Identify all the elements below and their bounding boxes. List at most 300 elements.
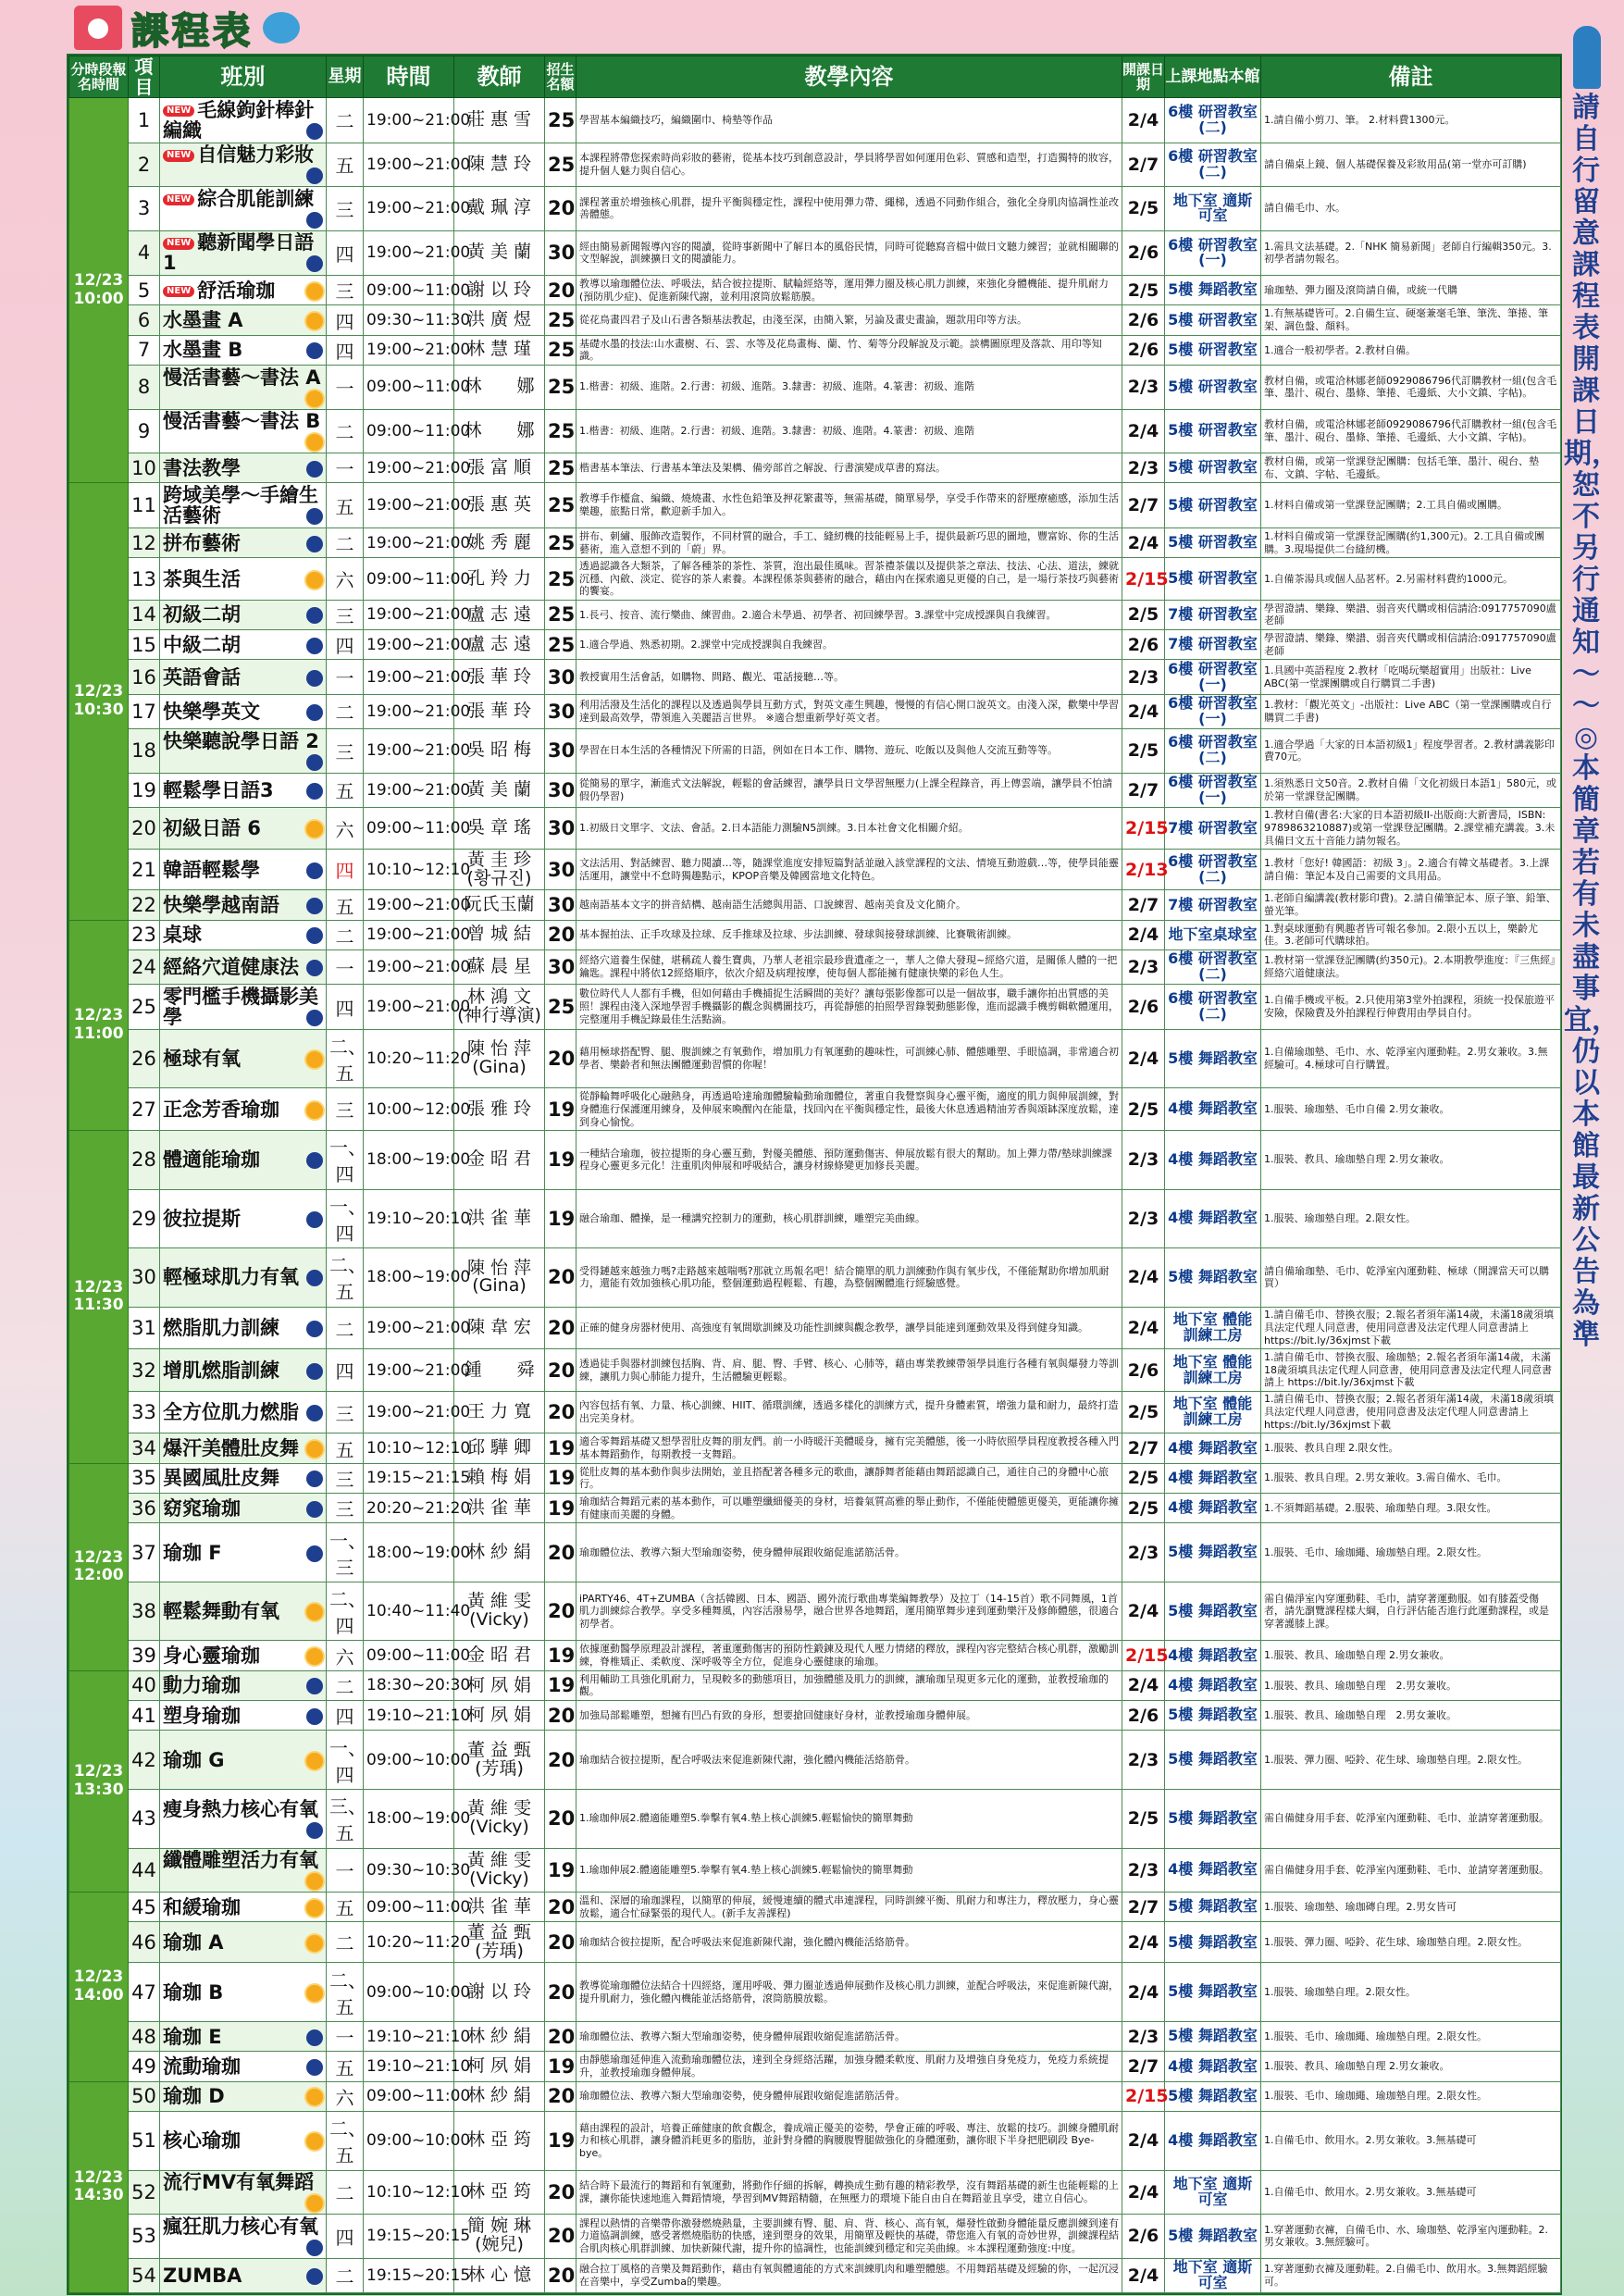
open-date: 2/15 — [1122, 1641, 1165, 1670]
classroom: 4樓 舞蹈教室 — [1165, 1641, 1261, 1670]
open-date: 2/5 — [1122, 276, 1165, 305]
open-date: 2/5 — [1122, 187, 1165, 230]
day-of-week: 五 — [327, 1893, 364, 1922]
registration-period: 12/23 10:00 — [69, 98, 129, 483]
open-date: 2/3 — [1122, 453, 1165, 483]
open-date: 2/7 — [1122, 1893, 1165, 1922]
teacher-name: 簡 婉 琳 (婉兒) — [454, 2215, 545, 2258]
class-name — [160, 2081, 327, 2111]
table-row — [69, 1848, 1561, 1892]
class-name-text: 瑜珈 E — [163, 2025, 222, 2048]
row-number: 7 — [129, 335, 160, 365]
day-of-week: 四 — [327, 1349, 364, 1392]
classroom: 地下室 適斯可室 — [1165, 2258, 1261, 2292]
class-name-text: 流動瑜珈 — [163, 2055, 241, 2079]
day-of-week: 五 — [327, 773, 364, 807]
class-time: 18:30~20:30 — [364, 1670, 454, 1700]
teacher-name: 陳 怡 萍 (Gina) — [454, 1029, 545, 1088]
row-number: 49 — [129, 2052, 160, 2081]
day-of-week: 五 — [327, 890, 364, 920]
open-date: 2/4 — [1122, 527, 1165, 557]
course-content: 內容包括有氧、力量、核心訓練、HIIT、循環訓練，透過多樣化的訓練方式，提升身體素質，增強力量和耐力，最終打造出完美身材。 — [576, 1391, 1122, 1433]
remarks: 1.具國中英語程度 2.教材「吃喝玩樂超實用」出版社：Live ABC(第一堂課團購或自行購買二手書) — [1261, 660, 1561, 694]
row-number: 31 — [129, 1307, 160, 1349]
row-number: 36 — [129, 1494, 160, 1523]
class-time: 09:00~10:00 — [364, 1963, 454, 2022]
row-number: 43 — [129, 1790, 160, 1849]
course-content: 拼布、刺繡、服飾改造製作，不同材質的融合，手工、縫紉機的技能輕易上手，提供最新巧思的圖地，豐富妳、你的生活藝術，進入意想不到的「蔚」界。 — [576, 527, 1122, 557]
class-name-text: 快樂學英文 — [163, 700, 260, 723]
class-name-text: 慢活書藝～書法 B — [163, 410, 321, 433]
open-date: 2/7 — [1122, 773, 1165, 807]
remarks: 1.服裝、瑜珈墊、瑜珈磚自理。2.男女皆可 — [1261, 1893, 1561, 1922]
open-date: 2/5 — [1122, 1463, 1165, 1493]
course-content: 瑜珈結合彼拉提斯，配合呼吸法來促進新陳代謝，強化體內機能活絡筋骨。 — [576, 1731, 1122, 1790]
remarks: 1.自備手機或平板。2.只使用第3堂外拍課程，須統一投保旅遊平安險，保險費及外拍課程行伸費用由學員自付。 — [1261, 985, 1561, 1030]
registration-period: 12/23 10:30 — [69, 483, 129, 920]
teacher-name: 黃 圭 珍 (황규진) — [454, 850, 545, 890]
course-content: 適合零舞蹈基礎又想學習肚皮舞的朋友們。前一小時暖汗美體暖身，擁有完美體態，後一小時依照學員程度教授各種入門基本舞蹈動作，每期教授一支舞蹈。 — [576, 1433, 1122, 1463]
class-name-text: 增肌燃脂訓練 — [163, 1359, 279, 1382]
classroom: 5樓 舞蹈教室 — [1165, 1582, 1261, 1641]
class-name — [160, 920, 327, 949]
registration-period: 12/23 11:30 — [69, 1131, 129, 1464]
capacity: 19 — [545, 2052, 576, 2081]
registration-period: 12/23 12:00 — [69, 1463, 129, 1670]
classroom: 5樓 研習教室 — [1165, 305, 1261, 335]
class-name-text: 燃脂肌力訓練 — [163, 1316, 279, 1339]
classroom: 5樓 研習教室 — [1165, 366, 1261, 409]
day-of-week: 一、四 — [327, 1189, 364, 1248]
open-date: 2/4 — [1122, 1963, 1165, 2022]
class-name — [160, 807, 327, 850]
table-row — [69, 1131, 1561, 1190]
classroom: 5樓 舞蹈教室 — [1165, 276, 1261, 305]
row-number: 52 — [129, 2170, 160, 2214]
classroom: 6樓 研習教室(一) — [1165, 230, 1261, 276]
day-of-week: 二 — [327, 2170, 364, 2214]
capacity: 19 — [545, 1088, 576, 1131]
open-date: 2/15 — [1122, 807, 1165, 850]
class-time: 10:10~12:10 — [364, 2170, 454, 2214]
remarks: 請自備毛巾、水。 — [1261, 187, 1561, 230]
day-of-week: 六 — [327, 558, 364, 601]
class-name — [160, 694, 327, 728]
classroom: 5樓 舞蹈教室 — [1165, 1523, 1261, 1582]
teacher-name: 阮氏玉蘭 — [454, 890, 545, 920]
classroom: 5樓 研習教室 — [1165, 483, 1261, 528]
capacity: 25 — [545, 558, 576, 601]
course-content: 結合時下最流行的舞蹈和有氧運動，將動作仔細的拆解，轉換成生動有趣的精彩教學，沒有舞蹈基礎的新生也能輕鬆的上課，讓你能快速地進入舞蹈情境，學習到MV舞蹈精髓，在無壓力的環境下能自由自在舞蹈並且享受，建立自信心。 — [576, 2170, 1122, 2214]
moon-icon — [306, 342, 323, 359]
moon-icon — [306, 1211, 323, 1228]
day-of-week: 二 — [327, 1670, 364, 1700]
class-time: 18:00~19:00 — [364, 1248, 454, 1308]
teacher-name: 洪 雀 華 — [454, 1494, 545, 1523]
course-content: iPARTY46、4T+ZUMBA（含括韓國、日本、國語、國外流行歌曲專業編舞教學）及拉丁（14-15首）歌不同舞風，1首肌力訓練綜合教學。享受多種舞風，內容活潑易學，融合世界各地舞蹈，運用簡單舞步達到運動樂汗及修飾體態，很適合初學者。 — [576, 1582, 1122, 1641]
class-name-text: 爆汗美體肚皮舞 — [163, 1436, 299, 1459]
course-content: 基礎水墨的技法:山水畫樹、石、雲、水等及花鳥畫梅、蘭、竹、菊等分段解說及示範。談構圖原理及落款、用印等知識。 — [576, 335, 1122, 365]
class-name-text: 水墨畫 B — [163, 339, 243, 362]
teacher-name: 黃 美 蘭 — [454, 230, 545, 276]
classroom: 5樓 研習教室 — [1165, 527, 1261, 557]
capacity: 20 — [545, 1523, 576, 1582]
remarks: 1.服裝、瑜珈墊自理。2.限女性。 — [1261, 1963, 1561, 2022]
open-date: 2/5 — [1122, 729, 1165, 773]
day-of-week: 五 — [327, 2052, 364, 2081]
class-name-text: 茶與生活 — [163, 567, 241, 590]
registration-period: 12/23 14:00 — [69, 1893, 129, 2082]
course-content: 瑜珈體位法、教導六類大型瑜珈姿勢，使身體伸展跟收縮促進諾筋活骨。 — [576, 2081, 1122, 2111]
teacher-name: 林 紗 絹 — [454, 2081, 545, 2111]
class-time: 10:10~12:10 — [364, 1433, 454, 1463]
capacity: 19 — [545, 1433, 576, 1463]
teacher-name: 金 昭 君 — [454, 1641, 545, 1670]
remarks: 1.請自備毛巾、替換衣服；2.報名者須年滿14歲，未滿18歲須填具法定代理人同意書，使用同意書及法定代理人同意書請上 https://bit.ly/36xjmst下載 — [1261, 1391, 1561, 1433]
capacity: 30 — [545, 660, 576, 694]
classroom: 4樓 舞蹈教室 — [1165, 2052, 1261, 2081]
capacity: 30 — [545, 729, 576, 773]
open-date: 2/4 — [1122, 1670, 1165, 1700]
teacher-name: 盧 志 遠 — [454, 630, 545, 660]
moon-icon — [306, 1405, 323, 1421]
course-content: 從靜輪舞呼吸化心融熱身，再透過哈達瑜珈體驗輪動瑜珈體位，著重自我覺察與身心靈平衡，適度的肌力與伸展訓練，對身體進行保護運用練身，及伸展來喚醒內在能量，找回內在平衡與穩定性，最後大休息透過精油芳香與頌缽深度放鬆，達到身心愉悅。 — [576, 1088, 1122, 1131]
table-row — [69, 1029, 1561, 1088]
course-content: 數位時代人人都有手機，但如何藉由手機捕捉生活瞬間的美好？讓每張影像都可以是一個故事，職手讓你拍出質感的美照！課程由淺入深地學習手機攝影的觀念與構圖技巧，再從靜態的拍照學習錄製動態影像，進而認識手機剪輯軟體運用，完整運用手機記錄最佳生活點滴。 — [576, 985, 1122, 1030]
course-content: 經絡穴道養生保健，堪稱疏人養生寶典，乃華人老祖宗最珍貴遺產之一，華人之偉大發現~經絡穴道，是關係人體的一把鑰匙。課程中將依12經絡順序，依次介紹及病理按摩，使每個人都能擁有健康快樂的彩色人生。 — [576, 950, 1122, 985]
open-date: 2/3 — [1122, 2022, 1165, 2052]
capacity: 20 — [545, 1248, 576, 1308]
capacity: 19 — [545, 1189, 576, 1248]
sun-icon — [306, 1935, 323, 1952]
capacity: 19 — [545, 2112, 576, 2171]
class-time: 19:00~21:00 — [364, 773, 454, 807]
classroom: 4樓 舞蹈教室 — [1165, 1189, 1261, 1248]
capacity: 25 — [545, 143, 576, 186]
capacity: 25 — [545, 98, 576, 143]
day-of-week: 三 — [327, 1088, 364, 1131]
row-number: 25 — [129, 985, 160, 1030]
table-row — [69, 305, 1561, 335]
classroom: 7樓 研習教室 — [1165, 807, 1261, 850]
table-row — [69, 527, 1561, 557]
teacher-name: 張 華 玲 — [454, 660, 545, 694]
row-number: 30 — [129, 1248, 160, 1308]
capacity: 20 — [545, 2170, 576, 2214]
class-time: 09:30~10:30 — [364, 1848, 454, 1892]
moon-icon — [306, 123, 323, 140]
class-name — [160, 1391, 327, 1433]
teacher-name: 林 亞 筠 — [454, 2170, 545, 2214]
row-number: 6 — [129, 305, 160, 335]
capacity: 20 — [545, 276, 576, 305]
teacher-name: 吳 章 瑤 — [454, 807, 545, 850]
course-content: 融合瑜珈、體操，是一種講究控制力的運動，核心肌群訓練，雕塑完美曲線。 — [576, 1189, 1122, 1248]
course-content: 1.瑜珈伸展2.體適能雕塑5.拳擊有氧4.墊上核心訓練5.輕鬆愉快的簡單舞動 — [576, 1790, 1122, 1849]
course-content: 1.瑜珈伸展2.體適能雕塑5.拳擊有氧4.墊上核心訓練5.輕鬆愉快的簡單舞動 — [576, 1848, 1122, 1892]
day-of-week: 三 — [327, 600, 364, 629]
sun-icon — [306, 283, 323, 300]
table-row — [69, 1248, 1561, 1308]
classroom: 5樓 舞蹈教室 — [1165, 1731, 1261, 1790]
table-row — [69, 335, 1561, 365]
remarks: 1.服裝、教具自理 2.限女性。 — [1261, 1433, 1561, 1463]
table-row — [69, 1494, 1561, 1523]
moon-icon — [306, 1270, 323, 1286]
class-name-text: 快樂學越南語 — [163, 894, 279, 917]
day-of-week: 三 — [327, 187, 364, 230]
classroom: 5樓 舞蹈教室 — [1165, 1893, 1261, 1922]
row-number: 3 — [129, 187, 160, 230]
teacher-name: 王 力 寬 — [454, 1391, 545, 1433]
class-name — [160, 1790, 327, 1849]
classroom: 6樓 研習教室(一) — [1165, 773, 1261, 807]
class-name — [160, 1494, 327, 1523]
header-day: 星期 — [327, 56, 364, 98]
class-name-text: 和緩瑜珈 — [163, 1895, 241, 1918]
day-of-week: 一 — [327, 453, 364, 483]
open-date: 2/7 — [1122, 2052, 1165, 2081]
class-name-text: 正念芳香瑜珈 — [163, 1098, 279, 1121]
capacity: 20 — [545, 1029, 576, 1088]
day-of-week: 二、四 — [327, 1582, 364, 1641]
day-of-week: 三 — [327, 1463, 364, 1493]
teacher-name: 董 益 甄 (芳瑀) — [454, 1922, 545, 1963]
moon-icon — [306, 607, 323, 624]
table-row — [69, 2215, 1561, 2258]
class-name-text: 初級二胡 — [163, 603, 241, 627]
class-name — [160, 1523, 327, 1582]
course-content: 瑜珈結合彼拉提斯，配合呼吸法來促進新陳代謝，強化體內機能活絡筋骨。 — [576, 1922, 1122, 1963]
course-content: 加強局部鬆雕塑，想擁有凹凸有致的身形，想要搶回健康好身材，並教授瑜珈身體伸展。 — [576, 1701, 1122, 1731]
remarks: 1.自備茶湯具或個人品茗杯。2.另需材料費約1000元。 — [1261, 558, 1561, 601]
moon-icon — [306, 783, 323, 800]
table-row — [69, 1088, 1561, 1131]
moon-icon — [306, 898, 323, 914]
class-name-text: 拼布藝術 — [163, 531, 241, 554]
classroom: 5樓 研習教室 — [1165, 558, 1261, 601]
sun-icon — [306, 1753, 323, 1769]
course-content: 從肚皮舞的基本動作與步法開始，並且搭配著各種多元的歌曲，讓靜舞者能藉由舞蹈認識自己，通往自己的身體中心旅行。 — [576, 1463, 1122, 1493]
remarks: 1.服裝、毛巾、瑜珈繩、瑜珈墊自理。2.限女性。 — [1261, 2022, 1561, 2052]
moon-icon — [306, 1010, 323, 1026]
remarks: 1.自備瑜珈墊、毛巾、水、乾淨室內運動鞋。2.男女兼收。3.無經驗可。4.極球可自行購置。 — [1261, 1029, 1561, 1088]
open-date: 2/4 — [1122, 409, 1165, 453]
sun-icon — [306, 1985, 323, 2002]
table-row — [69, 890, 1561, 920]
remarks: 1.教材：「觀光英文」-出版社：Live ABC（第一堂課團購或自行購買二手書) — [1261, 694, 1561, 728]
class-time: 10:20~11:20 — [364, 1922, 454, 1963]
moon-icon — [306, 2268, 323, 2285]
class-name — [160, 2052, 327, 2081]
day-of-week: 四 — [327, 985, 364, 1030]
class-name-text: 塑身瑜珈 — [163, 1704, 241, 1727]
class-time: 18:00~19:00 — [364, 1131, 454, 1190]
remarks: 1.穿著運動衣褲，自備毛巾、水、瑜珈墊、乾淨室內運動鞋。2.男女兼收。3.無經驗可。 — [1261, 2215, 1561, 2258]
row-number: 35 — [129, 1463, 160, 1493]
row-number: 23 — [129, 920, 160, 949]
table-row — [69, 2258, 1561, 2292]
row-number: 41 — [129, 1701, 160, 1731]
open-date: 2/3 — [1122, 1731, 1165, 1790]
class-name-text: 瑜珈 G — [163, 1748, 225, 1771]
class-name-text: ZUMBA — [163, 2264, 242, 2287]
classroom: 4樓 舞蹈教室 — [1165, 1131, 1261, 1190]
remarks: 教材自備，或電洽林娜老師0929086796代訂購教材一組(包含毛筆、墨汁、硯台、墨條、筆捲、毛邊紙、大小文鎮、字帖)。 — [1261, 366, 1561, 409]
class-name-text: 窈窕瑜珈 — [163, 1496, 241, 1520]
moon-icon — [306, 1545, 323, 1562]
row-number: 34 — [129, 1433, 160, 1463]
remarks: 1.適合一般初學者。2.教材自備。 — [1261, 335, 1561, 365]
teacher-name: 林 慧 瑾 — [454, 335, 545, 365]
class-name-text: 輕極球肌力有氧 — [163, 1266, 299, 1289]
class-name — [160, 558, 327, 601]
classroom: 4樓 舞蹈教室 — [1165, 1670, 1261, 1700]
teacher-name: 賴 梅 娟 — [454, 1463, 545, 1493]
new-badge: NEW — [163, 286, 194, 298]
class-name — [160, 98, 327, 143]
header-time: 時間 — [364, 56, 454, 98]
table-row — [69, 1893, 1561, 1922]
open-date: 2/6 — [1122, 335, 1165, 365]
moon-icon — [306, 638, 323, 654]
open-date: 2/15 — [1122, 558, 1165, 601]
course-content: 楷書基本筆法、行書基本筆法及架構、備旁部首之解說、行書演變成草書的寫法。 — [576, 453, 1122, 483]
remarks: 需自備健身用手套、乾淨室內運動鞋、毛巾、並請穿著運動服。 — [1261, 1790, 1561, 1849]
class-name-text: 體適能瑜珈 — [163, 1148, 260, 1172]
teacher-name: 張 富 順 — [454, 453, 545, 483]
open-date: 2/4 — [1122, 98, 1165, 143]
capacity: 19 — [545, 1494, 576, 1523]
remarks: 1.穿著運動衣褲及運動鞋。2.自備毛巾、飲用水。3.無舞蹈經驗可。 — [1261, 2258, 1561, 2292]
teacher-name: 張 惠 英 — [454, 483, 545, 528]
capacity: 20 — [545, 2258, 576, 2292]
classroom: 5樓 舞蹈教室 — [1165, 1790, 1261, 1849]
class-time: 09:00~10:00 — [364, 1731, 454, 1790]
day-of-week: 一 — [327, 2022, 364, 2052]
course-content: 教導以瑜珈體位法、呼吸法，結合彼拉提斯、賦輪經絡等，運用彈力圈及核心肌力訓練，來強化身體機能、提升肌耐力(預防肌少症)、促進新陳代謝，並利用滾筒放鬆筋膜。 — [576, 276, 1122, 305]
classroom: 地下室 體能訓練工房 — [1165, 1307, 1261, 1349]
side-note: 請自行留意課程表開課日期，恕不另行通知～～◎本簡章若有未盡事宜，仍以本館最新公告為準 — [1564, 92, 1619, 1351]
day-of-week: 四 — [327, 230, 364, 276]
open-date: 2/6 — [1122, 230, 1165, 276]
class-name-text: 英語會話 — [163, 665, 241, 689]
class-time: 19:00~21:00 — [364, 950, 454, 985]
header-teacher: 教師 — [454, 56, 545, 98]
open-date: 2/6 — [1122, 1349, 1165, 1392]
teacher-name: 洪 廣 煜 — [454, 305, 545, 335]
teacher-name: 金 昭 君 — [454, 1131, 545, 1190]
row-number: 18 — [129, 729, 160, 773]
row-number: 51 — [129, 2112, 160, 2171]
moon-icon — [306, 255, 323, 272]
classroom: 6樓 研習教室(二) — [1165, 850, 1261, 890]
teacher-name: 林 娜 — [454, 366, 545, 409]
sun-icon — [306, 1051, 323, 1068]
class-name-text: 瑜珈 F — [163, 1541, 222, 1564]
open-date: 2/7 — [1122, 1433, 1165, 1463]
teacher-name: 柯 夙 娟 — [454, 1670, 545, 1700]
moon-icon — [306, 927, 323, 944]
class-name-text: 動力瑜珈 — [163, 1674, 241, 1697]
course-content: 透過徒手與器材訓練包括胸、背、肩、腿、臀、手臂、核心、心肺等，藉由專業教練帶領學員進行各種有氧與爆發力等訓練，讓肌力與心肺能力提升，生活體驗更輕鬆。 — [576, 1349, 1122, 1392]
class-name-text: 纖體雕塑活力有氧 — [163, 1849, 318, 1872]
course-content: 正確的健身房器材使用、高強度有氧間歇訓練及功能性訓練與觀念教學，讓學員能達到運動效果及得到健身知識。 — [576, 1307, 1122, 1349]
capacity: 25 — [545, 985, 576, 1030]
classroom: 4樓 舞蹈教室 — [1165, 1494, 1261, 1523]
class-name — [160, 143, 327, 186]
class-time: 10:40~11:40 — [364, 1582, 454, 1641]
moon-icon — [306, 960, 323, 976]
moon-icon — [306, 754, 323, 771]
course-content: 基本握拍法、正手攻球及拉球、反手推球及拉球、步法訓練、發球與接發球訓練、比賽戰術訓練。 — [576, 920, 1122, 949]
class-name-text: 極球有氧 — [163, 1048, 241, 1071]
class-name-text: 身心靈瑜珈 — [163, 1644, 260, 1668]
open-date: 2/3 — [1122, 1523, 1165, 1582]
row-number: 16 — [129, 660, 160, 694]
class-name — [160, 729, 327, 773]
course-content: 文法活用、對話練習、聽力閱讀…等，隨課堂進度安排短篇對話並融入該堂課程的文法、情境互動遊戲…等，使學員能靈活運用，讓堂中不怠時獨趣點示，KPOP音樂及韓國當地文化特色。 — [576, 850, 1122, 890]
row-number: 39 — [129, 1641, 160, 1670]
capacity: 20 — [545, 1349, 576, 1392]
remarks: 1.服裝、教具、瑜珈墊自理 2.男女兼收。 — [1261, 2052, 1561, 2081]
classroom: 5樓 舞蹈教室 — [1165, 1701, 1261, 1731]
class-name — [160, 527, 327, 557]
capacity: 20 — [545, 2215, 576, 2258]
remarks: 請自備瑜珈墊、毛巾、乾淨室內運動鞋、極球（開課當天可以購買） — [1261, 1248, 1561, 1308]
capacity: 25 — [545, 305, 576, 335]
class-name-text: 慢活書藝～書法 A — [163, 366, 321, 389]
class-time: 19:00~21:00 — [364, 230, 454, 276]
day-of-week: 一、四 — [327, 1731, 364, 1790]
course-content: 藉用極球搭配臀、腿、腹訓練之有氧動作，增加肌力有氧運動的趣味性，可訓練心肺、體態雕塑、手眼協調，非常適合初學者、樂齡者和無法團體運動習慣的你喔！ — [576, 1029, 1122, 1088]
table-row — [69, 807, 1561, 850]
sun-icon — [306, 1102, 323, 1119]
header-room: 上課地點本館 — [1165, 56, 1261, 98]
capacity: 25 — [545, 335, 576, 365]
course-content: 教導手作檯盒、編織、燒燒畫、水性色鉛筆及押花繁畫等，無需基礎，簡單易學，享受手作帶來的舒壓療癒感，添加生活樂趣，旅點日常，歡迎新手加入。 — [576, 483, 1122, 528]
classroom: 地下室桌球室 — [1165, 920, 1261, 949]
class-name-text: 聽新聞學日語1 — [163, 231, 315, 275]
teacher-name: 盧 志 遠 — [454, 600, 545, 629]
table-row — [69, 1189, 1561, 1248]
row-number: 5 — [129, 276, 160, 305]
remarks: 1.老師自編講義(教材影印費)。2.請自備筆記本、原子筆、鉛筆、螢光筆。 — [1261, 890, 1561, 920]
class-name — [160, 600, 327, 629]
open-date: 2/6 — [1122, 1701, 1165, 1731]
capacity: 25 — [545, 366, 576, 409]
class-name — [160, 1029, 327, 1088]
class-time: 20:20~21:20 — [364, 1494, 454, 1523]
table-row — [69, 276, 1561, 305]
moon-icon — [306, 508, 323, 525]
classroom: 5樓 舞蹈教室 — [1165, 1922, 1261, 1963]
moon-icon — [306, 1152, 323, 1169]
row-number: 40 — [129, 1670, 160, 1700]
remarks: 1.請自備毛巾、替換衣服、瑜珈墊；2.報名者須年滿14歲，未滿18歲須填具法定代理人同意書，使用同意書及法定代理人同意書請上 https://bit.ly/36xjmst下載 — [1261, 1349, 1561, 1392]
classroom: 5樓 舞蹈教室 — [1165, 2081, 1261, 2111]
teacher-name: 謝 以 玲 — [454, 1963, 545, 2022]
capacity: 20 — [545, 1922, 576, 1963]
header-class: 班別 — [160, 56, 327, 98]
day-of-week: 二、五 — [327, 1248, 364, 1308]
class-name-text: 跨域美學～手繪生活藝術 — [163, 484, 318, 527]
capacity: 25 — [545, 453, 576, 483]
teacher-name: 姚 秀 麗 — [454, 527, 545, 557]
course-content: 越南語基本文字的拼音結構、越南語生活總與用語、口說練習、越南美食及文化簡介。 — [576, 890, 1122, 920]
remarks: 1.服裝、彈力圈、啞鈴、花生球、瑜珈墊自理。2.限女性。 — [1261, 1731, 1561, 1790]
teacher-name: 洪 雀 華 — [454, 1189, 545, 1248]
